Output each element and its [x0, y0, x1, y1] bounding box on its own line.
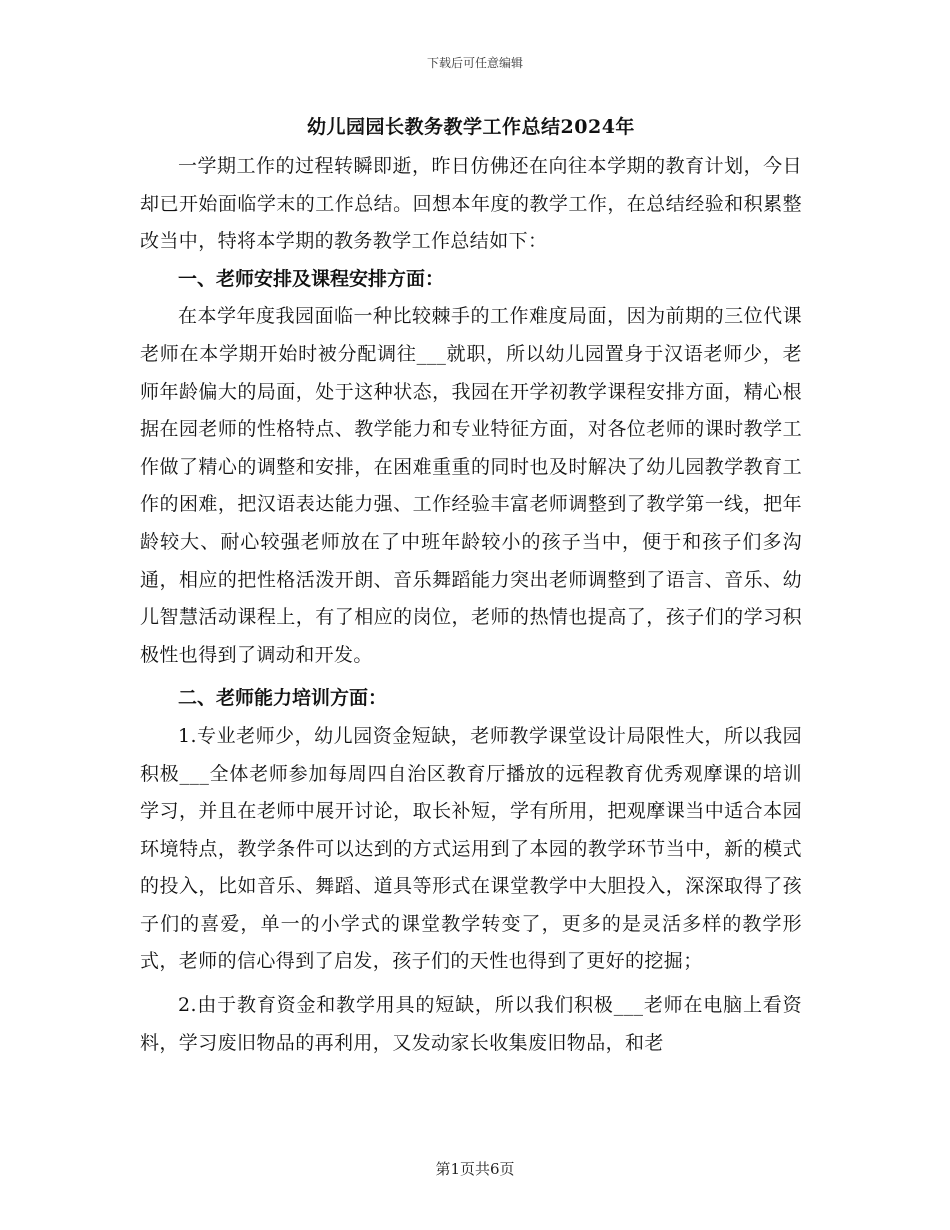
page-header-note: 下载后可任意编辑: [426, 56, 523, 70]
section-1-heading: 一、老师安排及课程安排方面：: [178, 267, 445, 290]
section-2-heading: 二、老师能力培训方面：: [178, 687, 388, 710]
section-2-paragraph-2: 2.由于教育资金和教学用具的短缺，所以我们积极___老师在电脑上看资料，学习废旧物品的再利用，又发动家长收集废旧物品，和老: [140, 994, 802, 1054]
page-number: 第1页共6页: [435, 1160, 515, 1178]
document-body: [140, 112, 802, 1062]
document-title: 幼儿园园长教务教学工作总结2024年: [307, 116, 635, 138]
section-2-paragraph-1: 1.专业老师少，幼儿园资金短缺，老师教学课堂设计局限性大，所以我园积极___全体老师参加每周四自治区教育厅播放的远程教育优秀观摩课的培训学习，并且在老师中展开讨论，取长补短，学有所用，把观摩课当中适合本园环境特点，教学条件可以达到的方式运用到了本园的教学环节当中，新的模式的投入，比如音乐、舞蹈、道具等形式在课堂教学中大胆投入，深深取得了孩子们的喜爱，单一的小学式的课堂教学转变了，更多的是灵活多样的教学形式，老师的信心得到了启发，孩子们的天性也得到了更好的挖掘；: [140, 724, 802, 973]
intro-paragraph: 一学期工作的过程转瞬即逝，昨日仿佛还在向往本学期的教育计划，今日却已开始面临学末的工作总结。回想本年度的教学工作，在总结经验和积累整改当中，特将本学期的教务教学工作总结如下：: [140, 155, 802, 253]
section-1-paragraph-1: 在本学年度我园面临一种比较棘手的工作难度局面，因为前期的三位代课老师在本学期开始时被分配调往___就职，所以幼儿园置身于汉语老师少，老师年龄偏大的局面，处于这种状态，我园在开学初教学课程安排方面，精心根据在园老师的性格特点、教学能力和专业特征方面，对各位老师的课时教学工作做了精心的调整和安排，在困难重重的同时也及时解决了幼儿园教学教育工作的困难，把汉语表达能力强、工作经验丰富老师调整到了教学第一线，把年龄较大、耐心较强老师放在了中班年龄较小的孩子当中，便于和孩子们多沟通，相应的把性格活泼开朗、音乐舞蹈能力突出老师调整到了语言、音乐、幼儿智慧活动课程上，有了相应的岗位，老师的热情也提高了，孩子们的学习积极性也得到了调动和开发。: [140, 305, 802, 666]
